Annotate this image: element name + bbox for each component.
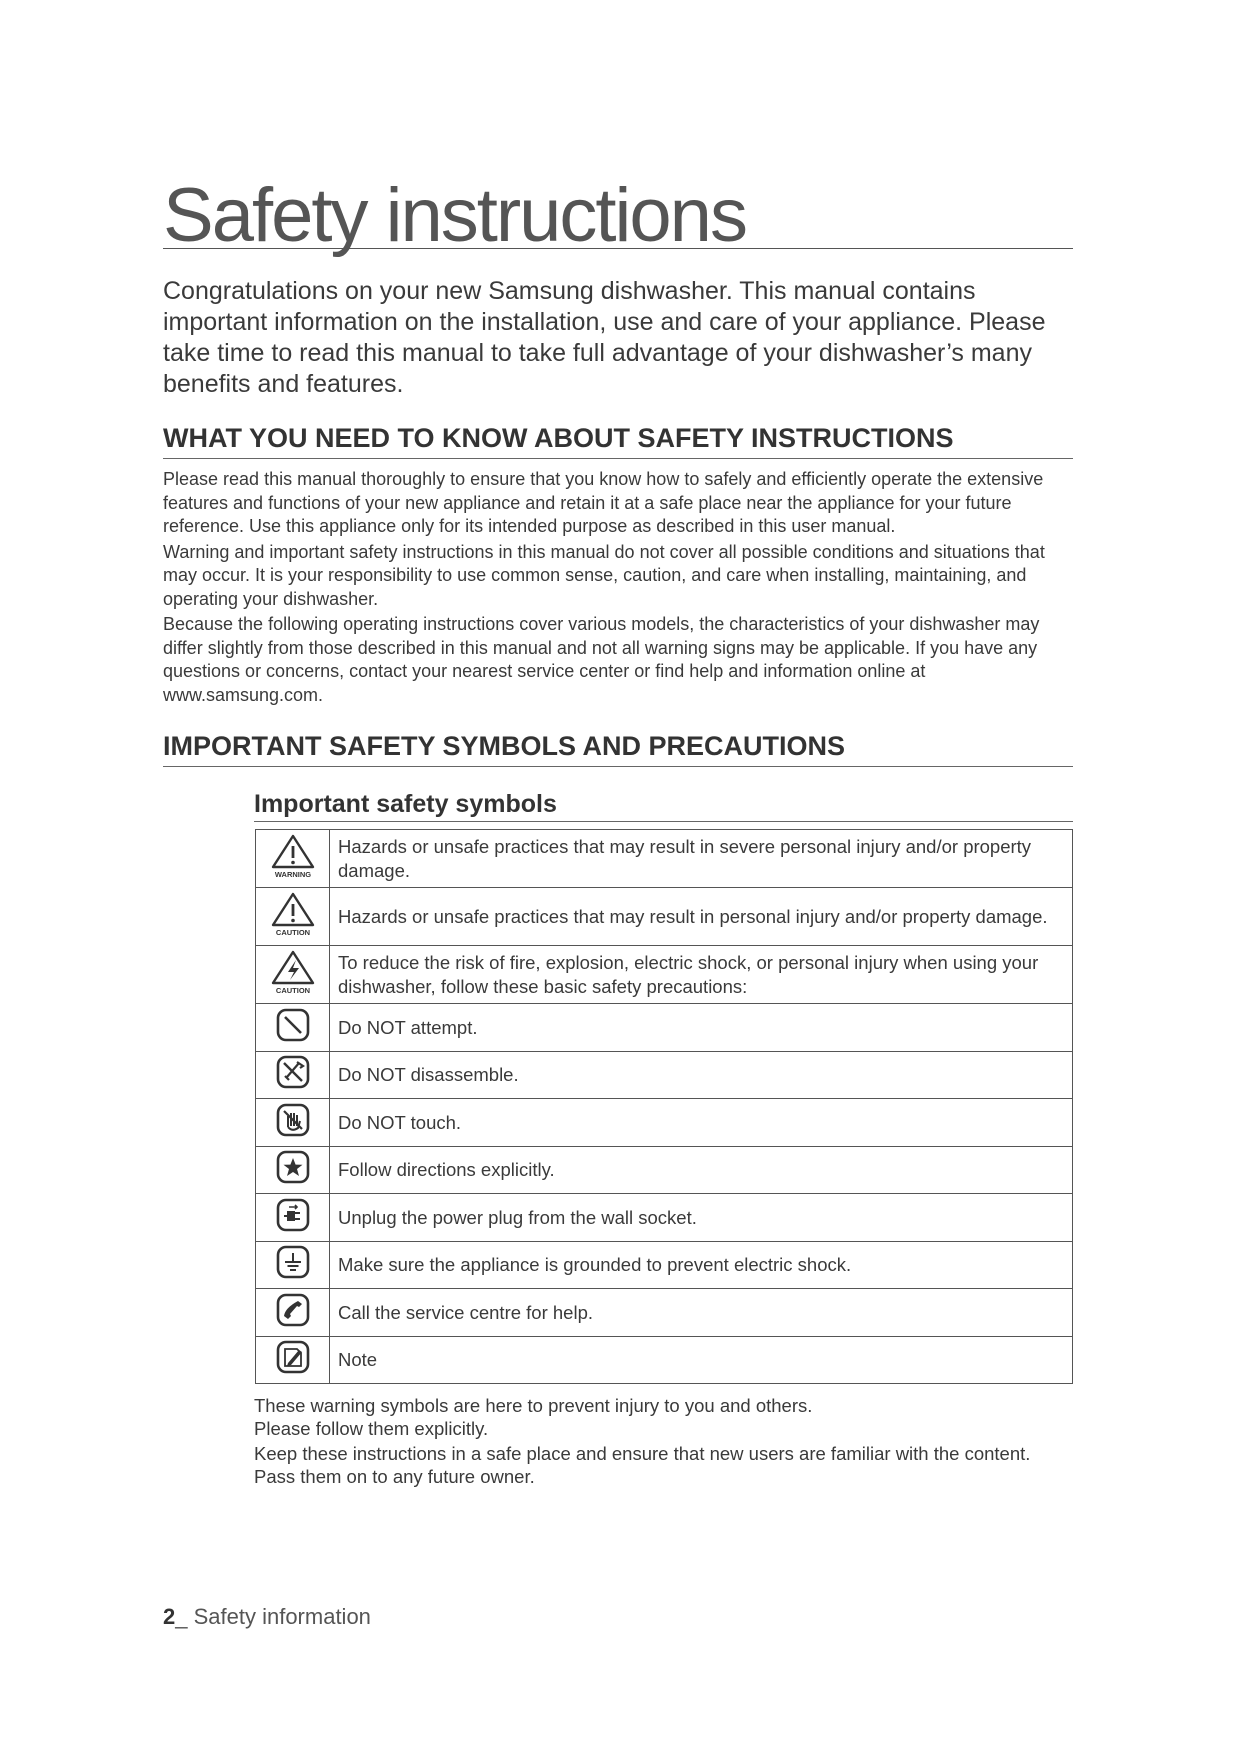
safety-instructions-body <box>163 468 1073 709</box>
safety-symbols-table <box>255 829 1073 1384</box>
warning-label: WARNING <box>274 870 311 879</box>
symbol-description: Call the service centre for help. <box>330 1289 1073 1337</box>
no-disassemble-icon <box>275 1054 311 1090</box>
footnote-line: Keep these instructions in a safe place and ensure that new users are familiar with the content. <box>254 1443 1031 1464</box>
table-row <box>256 1099 1073 1147</box>
table-row <box>256 1194 1073 1242</box>
symbol-description: Make sure the appliance is grounded to prevent electric shock. <box>330 1241 1073 1289</box>
table-row <box>256 1289 1073 1337</box>
table-row <box>256 830 1073 888</box>
section-heading-symbols-precautions: IMPORTANT SAFETY SYMBOLS AND PRECAUTIONS <box>163 731 1073 767</box>
table-row <box>256 1146 1073 1194</box>
ground-icon <box>275 1244 311 1280</box>
section-heading-safety-instructions: WHAT YOU NEED TO KNOW ABOUT SAFETY INSTRUCTIONS <box>163 423 1073 459</box>
symbol-description: Unplug the power plug from the wall socket. <box>330 1194 1073 1242</box>
symbol-description: Do NOT touch. <box>330 1099 1073 1147</box>
footnote-line: Pass them on to any future owner. <box>254 1466 535 1487</box>
caution-shock-icon <box>269 949 317 995</box>
prohibited-icon <box>275 1007 311 1043</box>
symbol-description: Hazards or unsafe practices that may result in personal injury and/or property damage. <box>330 888 1073 946</box>
paragraph: Because the following operating instructions cover various models, the characteristics of your dishwasher may differ slightly from those described in this manual and not all warning signs may be applicable. If you have any questions or concerns, contact your nearest service center or find help and information online at www.samsung.com. <box>163 614 1040 705</box>
caution-label: CAUTION <box>275 928 310 937</box>
no-touch-icon <box>275 1102 311 1138</box>
paragraph: Warning and important safety instructions in this manual do not cover all possible conditions and situations that may occur. It is your responsibility to use common sense, caution, and care when installing, maintaining, and operating your dishwasher. <box>163 541 1045 609</box>
symbol-description: Note <box>330 1336 1073 1384</box>
table-row <box>256 1051 1073 1099</box>
symbols-footnote <box>254 1394 1084 1488</box>
paragraph: Please read this manual thoroughly to ensure that you know how to safely and efficiently operate the extensive features and functions of your new appliance and retain it at a safe place near the appliance for your future reference. Use this appliance only for its intended purpose as described in this user manual. <box>163 469 1044 536</box>
table-row <box>256 888 1073 946</box>
symbol-description: To reduce the risk of fire, explosion, electric shock, or personal injury when using your dishwasher, follow these basic safety precautions: <box>330 946 1073 1004</box>
unplug-icon <box>275 1197 311 1233</box>
table-row <box>256 1004 1073 1052</box>
page-title: Safety instructions <box>163 176 1073 249</box>
symbol-description: Do NOT attempt. <box>330 1004 1073 1052</box>
phone-icon <box>275 1292 311 1328</box>
page-footer <box>163 1604 371 1630</box>
footer-label: _ Safety information <box>175 1604 371 1629</box>
table-row <box>256 1336 1073 1384</box>
caution-triangle-icon <box>269 891 317 937</box>
intro-paragraph: Congratulations on your new Samsung dishwasher. This manual contains important information on the installation, use and care of your appliance. Please take time to read this manual to take full advantage of your dishwasher’s many benefits and features. <box>163 277 1046 398</box>
table-row <box>256 946 1073 1004</box>
footnote-line: These warning symbols are here to prevent injury to you and others. <box>254 1395 813 1416</box>
symbol-description: Follow directions explicitly. <box>330 1146 1073 1194</box>
warning-triangle-icon <box>269 833 317 879</box>
footnote-line: Please follow them explicitly. <box>254 1418 489 1439</box>
page-number: 2 <box>163 1604 176 1629</box>
subheading-safety-symbols: Important safety symbols <box>254 790 1073 822</box>
note-icon <box>275 1339 311 1375</box>
table-row <box>256 1241 1073 1289</box>
star-icon <box>275 1149 311 1185</box>
caution-label: CAUTION <box>275 986 310 995</box>
symbol-description: Do NOT disassemble. <box>330 1051 1073 1099</box>
symbol-description: Hazards or unsafe practices that may result in severe personal injury and/or property damage. <box>330 830 1073 888</box>
